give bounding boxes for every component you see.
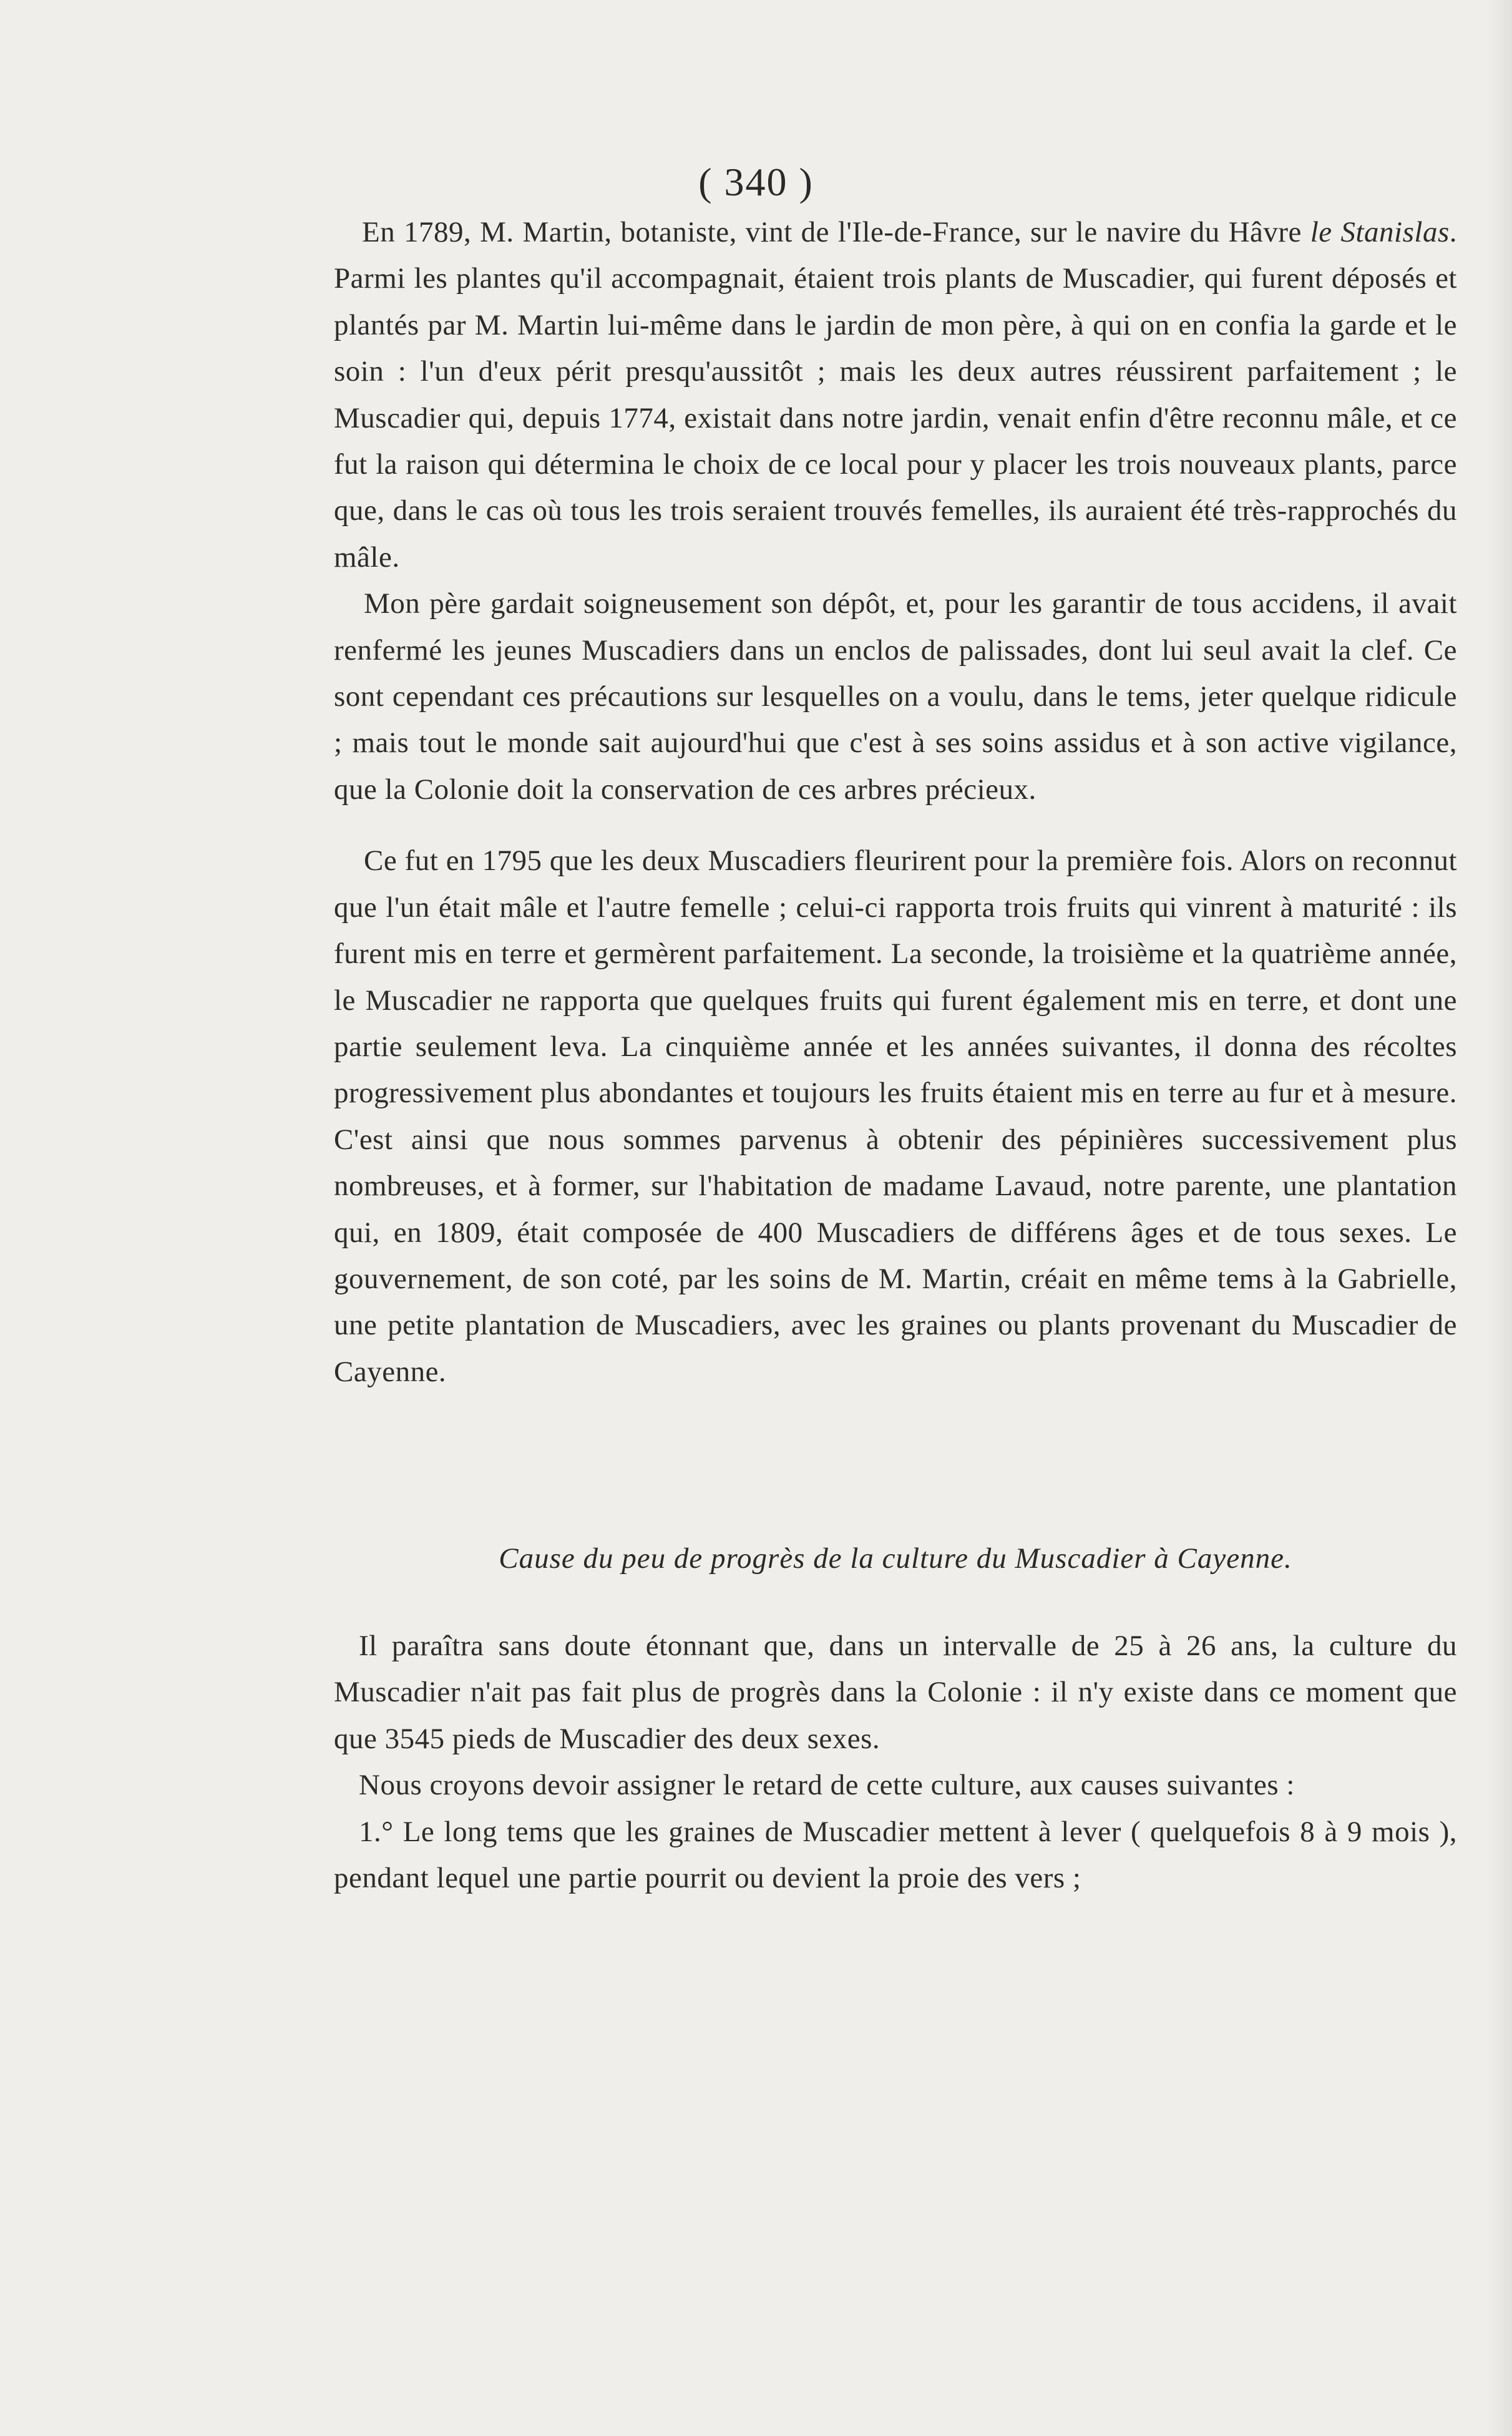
- paragraph-3: Ce fut en 1795 que les deux Muscadiers fleurirent pour la première fois. Alors on reconnut que l'un était mâle et l'autre femelle ; celui-ci rapporta trois fruits qui vinrent à maturité : ils furent mis en terre et germèrent parfaitement. La seconde, la troisième et la quatrième année, le Muscadier ne rapporta que quelques fruits qui furent également mis en terre, et dont une partie seulement leva. La cinquième année et les années suivantes, il donna des récoltes progressivement plus abondantes et toujours les fruits étaient mis en terre au fur et à mesure. C'est ainsi que nous sommes parvenus à obtenir des pépinières successivement plus nombreuses, et à former, sur l'habitation de madame Lavaud, notre parente, une plantation qui, en 1809, était composée de 400 Muscadiers de différens âges et de tous sexes. Le gouvernement, de son coté, par les soins de M. Martin, créait en même tems à la Gabrielle, une petite plantation de Muscadiers, avec les graines ou plants provenant du Muscadier de Cayenne.: [334, 844, 1457, 1388]
- paragraph-1-start: En 1789, M. Martin, botaniste, vint de l'Ile-de-France, sur le navire du Hâvre: [362, 216, 1310, 248]
- section-text: [334, 1623, 1457, 1901]
- page-number: ( 340 ): [698, 160, 814, 204]
- section-paragraph-3: 1.° Le long tems que les graines de Muscadier mettent à lever ( quelquefois 8 à 9 mois ), pendant lequel une partie pourrit ou devient la proie des vers ;: [334, 1815, 1457, 1895]
- paragraph-1: [334, 209, 1457, 580]
- section-paragraph-1: Il paraîtra sans doute étonnant que, dans un intervalle de 25 à 26 ans, la culture du Muscadier n'ait pas fait plus de progrès dans la Colonie : il n'y existe dans ce moment que que 3545 pieds de Muscadier des deux sexes.: [334, 1630, 1457, 1755]
- ship-name: le Stanislas: [1310, 216, 1450, 248]
- paragraph-2: Mon père gardait soigneusement son dépôt, et, pour les garantir de tous accidens, il avait renfermé les jeunes Muscadiers dans un enclos de palissades, dont lui seul avait la clef. Ce sont cependant ces précautions sur lesquelles on a voulu, dans le tems, jeter quelque ridicule ; mais tout le monde sait aujourd'hui que c'est à ses soins assidus et à son active vigilance, que la Colonie doit la conservation de ces arbres précieux.: [334, 587, 1457, 806]
- page-edge-shadow: [1487, 0, 1512, 2436]
- main-text: [334, 209, 1457, 1395]
- section-paragraph-2: Nous croyons devoir assigner le retard de cette culture, aux causes suivantes :: [359, 1769, 1295, 1802]
- paragraph-1-rest: . Parmi les plantes qu'il accompagnait, étaient trois plants de Muscadier, qui furent déposés et plantés par M. Martin lui-même dans le jardin de mon père, à qui on en confia la garde et le soin : l'un d'eux périt presqu'aussitôt ; mais les deux autres réussirent parfaitement ; le Muscadier qui, depuis 1774, existait dans notre jardin, venait enfin d'être reconnu mâle, et ce fut la raison qui détermina le choix de ce local pour y placer les trois nouveaux plants, parce que, dans le cas où tous les trois seraient trouvés femelles, ils auraient été très-rapprochés du mâle.: [334, 216, 1457, 574]
- section-heading: Cause du peu de progrès de la culture du Muscadier à Cayenne.: [499, 1542, 1292, 1575]
